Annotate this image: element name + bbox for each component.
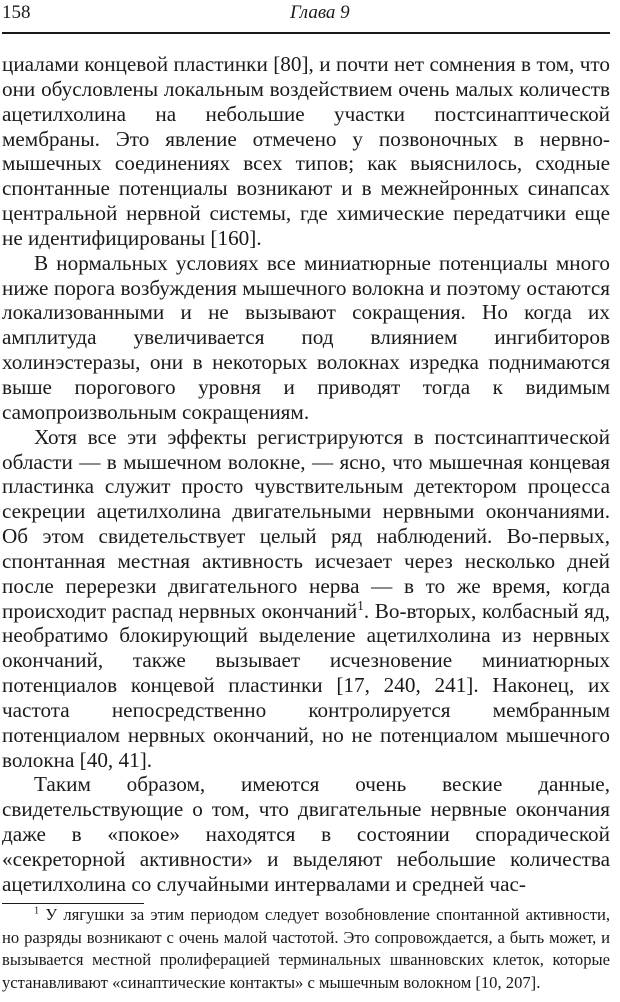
footnote-reference: 1 xyxy=(357,597,364,613)
header-rule xyxy=(2,32,610,34)
body-text xyxy=(2,52,610,897)
page-header xyxy=(2,2,610,38)
paragraph-postsynaptic-effects xyxy=(2,425,610,773)
footnote xyxy=(2,904,610,994)
paragraph-secretory-activity: Таким образом, имеются очень веские данные, свидетельствующие о том, что двигательные нервные окончания даже в «покое» находятся в состоянии спорадической «секреторной активности» и выделяют небольшие количества ацетилхолина со случайными интервалами и средней час- xyxy=(2,772,610,896)
chapter-title: Глава 9 xyxy=(290,2,350,23)
paragraph-text-after-note: . Во-вторых, колбасный яд, необратимо блокирующий выделение ацетилхолина из нервных окончаний, также вызывает исчезновение миниатюрных потенциалов концевой пластинки [17, 240, 241]. Наконец, их частота непосредственно контролируется мембранным потенциалом нервных окончаний, но не потенциалом мышечного волокна [40, 41]. xyxy=(2,598,611,772)
page-number: 158 xyxy=(2,2,31,23)
footnote-text: У лягушки за этим периодом следует возобновление спонтанной активности, но разряды возникают с очень малой частотой. Это сопровождается, а быть может, и вызывается местной пролиферацией терминальных шванновских клеток, которые устанавливают «синаптические контакты» с мышечным волокном [10, 207]. xyxy=(2,905,610,992)
footnote-mark: 1 xyxy=(34,905,40,917)
paragraph-continuation: циалами концевой пластинки [80], и почти нет сомнения в том, что они обусловлены локальным воздействием очень малых количеств ацетилхолина на небольшие участки постсинаптической мембраны. Это явление отмечено у позвоночных в нервно-мышечных соединениях всех типов; как выяснилось, сходные спонтанные потенциалы возникают и в межнейронных синапсах центральной нервной системы, где химические передатчики еще не идентифицированы [160]. xyxy=(2,52,610,250)
paragraph-text-before-note: Хотя все эти эффекты регистрируются в постсинаптической области — в мышечном волокне, — ясно, что мышечная концевая пластинка служит просто чувствительным детектором процесса секреции ацетилхолина двигательными нервными окончаниями. Об этом свидетельствует целый ряд наблюдений. Во-первых, спонтанная местная активность исчезает через несколько дней после перерезки двигательного нерва — в то же время, когда происходит распад нервных окончаний xyxy=(2,424,610,623)
paragraph-miniature-potentials: В нормальных условиях все миниатюрные потенциалы много ниже порога возбуждения мышечного волокна и поэтому остаются локализованными и не вызывают сокращения. Но когда их амплитуда увеличивается под влиянием ингибиторов холинэстеразы, они в некоторых волокнах изредка поднимаются выше порогового уровня и приводят тогда к видимым самопроизвольным сокращениям. xyxy=(2,250,610,424)
